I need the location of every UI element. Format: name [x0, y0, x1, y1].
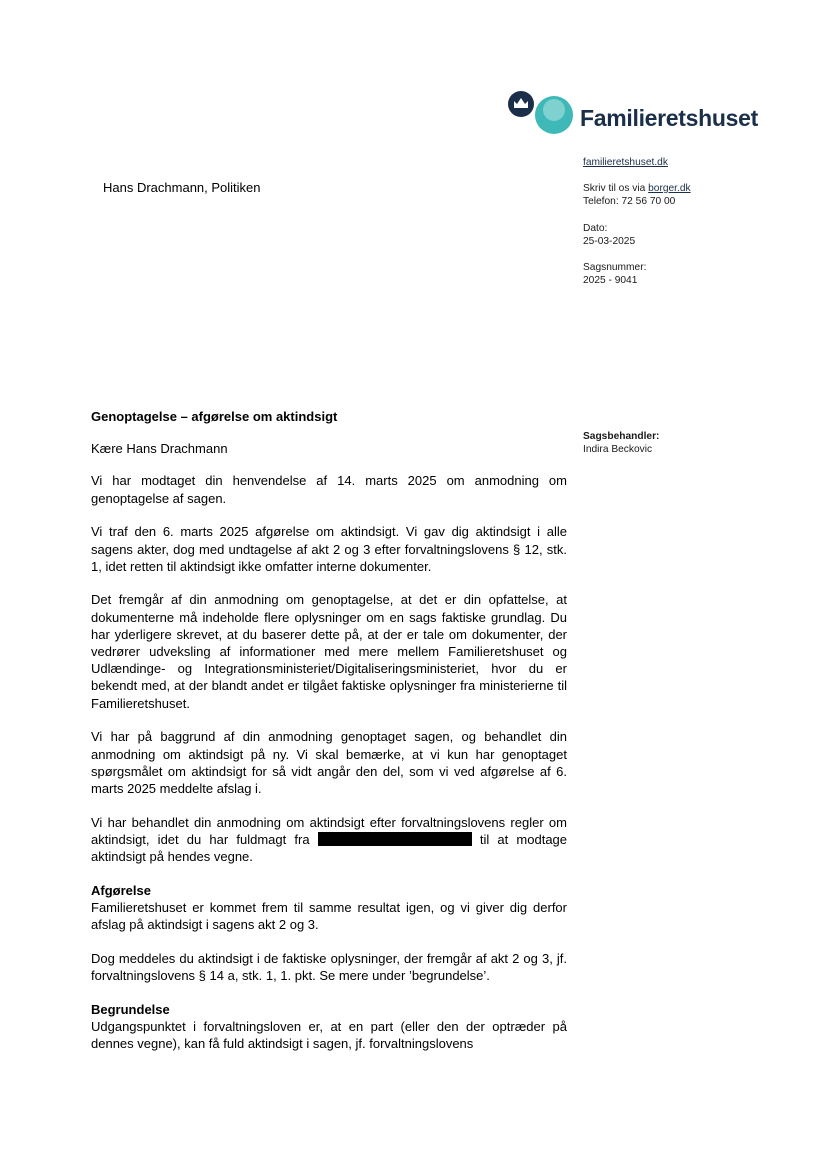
- section-begrundelse-text: Udgangspunktet i forvaltningsloven er, at en part (eller den der optræder på dennes vegne), kan få fuld aktindsigt i sagen, jf. forvaltningslovens: [91, 1018, 567, 1052]
- paragraph-2: Vi traf den 6. marts 2025 afgørelse om aktindsigt. Vi gav dig aktindsigt i alle sagens akter, dog med undtagelse af akt 2 og 3 efter forvaltningslovens § 12, stk. 1, idet retten til aktindsigt ikke omfatter interne dokumenter.: [91, 524, 567, 574]
- paragraph-5: Vi har behandlet din anmodning om aktindsigt efter forvaltningslovens regler om aktindsigt, idet du har fuldmagt fra til at modtage aktindsigt på hendes vegne.: [91, 814, 568, 865]
- section-afgorelse: [91, 882, 567, 934]
- letter-greeting: Kære Hans Drachmann: [91, 441, 228, 457]
- write-line: Skriv til os via borger.dk: [583, 183, 691, 194]
- date-label: Dato:: [583, 223, 608, 234]
- recipient-name: Hans Drachmann, Politiken: [103, 180, 261, 195]
- caseworker-name: Indira Beckovic: [583, 444, 653, 455]
- section-afgorelse-title: Afgørelse: [91, 882, 151, 898]
- paragraph-4: Vi har på baggrund af din anmodning genoptaget sagen, og behandlet din anmodning om aktindsigt på ny. Vi skal bemærke, at vi kun har genoptaget spørgsmålet om aktindsigt for så vidt angår den del, som vi ved afgørelse af 6. marts 2025 meddelte afslag i.: [91, 729, 567, 796]
- website-link[interactable]: familieretshuset.dk: [583, 157, 668, 168]
- phone-line: Telefon: 72 56 70 00: [583, 196, 676, 207]
- caseworker-label: Sagsbehandler:: [583, 431, 660, 442]
- caseworker-block: [583, 430, 659, 456]
- date-value: 25-03-2025: [583, 236, 636, 247]
- contact-block: [583, 182, 691, 208]
- letter-body: [91, 408, 567, 1069]
- case-number-block: [583, 261, 646, 287]
- section-afgorelse-text: Familieretshuset er kommet frem til samme resultat igen, og vi giver dig derfor afslag på aktindsigt i sagens akt 2 og 3.: [91, 899, 567, 933]
- paragraph-6: Dog meddeles du aktindsigt i de faktiske oplysninger, der fremgår af akt 2 og 3, jf. forvaltningslovens § 14 a, stk. 1, 1. pkt. Se mere under ’begrundelse’.: [91, 950, 567, 984]
- letter-heading: Genoptagelse – afgørelse om aktindsigt: [91, 409, 338, 424]
- case-number-value: 2025 - 9041: [583, 275, 638, 286]
- logo-wordmark: Familieretshuset: [580, 105, 758, 131]
- familieretshuset-logo: [508, 88, 768, 138]
- borger-link[interactable]: borger.dk: [648, 183, 691, 194]
- paragraph-1: Vi har modtaget din henvendelse af 14. marts 2025 om anmodning om genoptagelse af sagen.: [91, 473, 567, 506]
- redaction-bar: [318, 832, 472, 846]
- logo-mark-icon: [508, 88, 578, 138]
- section-begrundelse: [91, 1001, 567, 1053]
- paragraph-3: Det fremgår af din anmodning om genoptagelse, at det er din opfattelse, at dokumenterne må indeholde flere oplysninger om en sags faktiske grundlag. Du har yderligere skrevet, at du baserer dette på, at der er tale om dokumenter, der vedrører udveksling af informationer med mere mellem Familieretshuset og Udlændinge- og Integrationsministeriet/Digitaliseringsministeriet, hvor du er bekendt med, at der blandt andet er tilgået faktiske oplysninger fra ministerierne til Familieretshuset.: [91, 592, 567, 711]
- case-number-label: Sagsnummer:: [583, 262, 647, 273]
- date-block: [583, 222, 635, 248]
- section-begrundelse-title: Begrundelse: [91, 1001, 170, 1017]
